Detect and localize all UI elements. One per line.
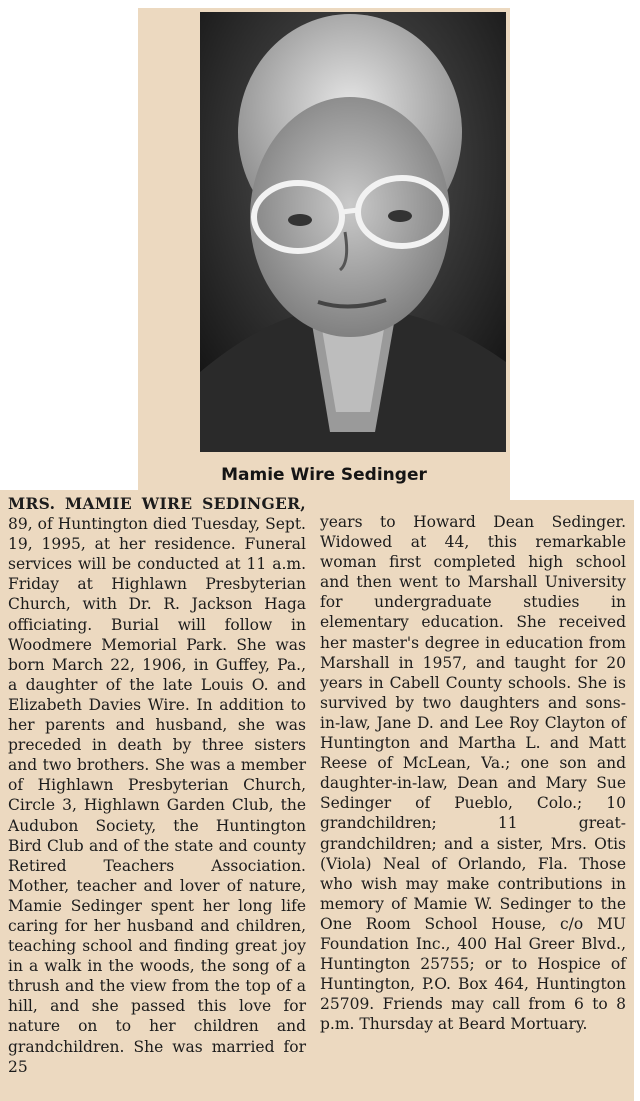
obituary-lead-name: MRS. MAMIE WIRE SEDINGER, [8, 494, 306, 513]
photo-caption: Mamie Wire Sedinger [221, 465, 427, 485]
obituary-left-column [0, 490, 312, 1101]
portrait-photo-icon [200, 12, 506, 452]
portrait-photo [200, 12, 506, 452]
obituary-body-left: 89, of Huntington died Tuesday, Sept. 19, 1995, at her residence. Funeral services will be conducted at 11 a.m. Friday at Highlawn Presbyterian Church, with Dr. R. Jackson Haga officiating. Burial will follow in Woodmere Memorial Park. She was born March 22, 1906, in Guffey, Pa., a daughter of the late Louis O. and Elizabeth Davies Wire. In addition to her parents and husband, she was preceded in death by three sisters and two brothers. She was a member of Highlawn Presbyterian Church, Circle 3, Highlawn Garden Club, the Audubon Society, the Huntington Bird Club and of the state and county Retired Teachers Association. Mother, teacher and lover of nature, Mamie Sedinger spent her long life caring for her husband and children, teaching school and finding great joy in a walk in the woods, the song of a thrush and the view from the top of a hill, and she passed this love for nature on to her children and grandchildren. She was married for 25 [8, 515, 306, 1076]
obituary-left-text [8, 494, 306, 1077]
obituary-body-right: years to Howard Dean Sedinger. Widowed at 44, this remarkable woman first completed high school and then went to Marshall University for undergraduate studies in elementary education. She received her master's degree in education from Marshall in 1957, and taught for 20 years in Cabell County schools. She is survived by two daughters and sons-in-law, Jane D. and Lee Roy Clayton of Huntington and Martha L. and Matt Reese of McLean, Va.; one son and daughter-in-law, Dean and Mary Sue Sedinger of Pueblo, Colo.; 10 grandchildren; 11 great-grandchildren; and a sister, Mrs. Otis (Viola) Neal of Orlando, Fla. Those who wish may make contributions in memory of Mamie W. Sedinger to the One Room School House, c/o MU Foundation Inc., 400 Hal Greer Blvd., Huntington 25755; or to Hospice of Huntington, P.O. Box 464, Huntington 25709. Friends may call from 6 to 8 p.m. Thursday at Beard Mortuary. [320, 513, 626, 1034]
obituary-right-column [312, 500, 634, 1101]
